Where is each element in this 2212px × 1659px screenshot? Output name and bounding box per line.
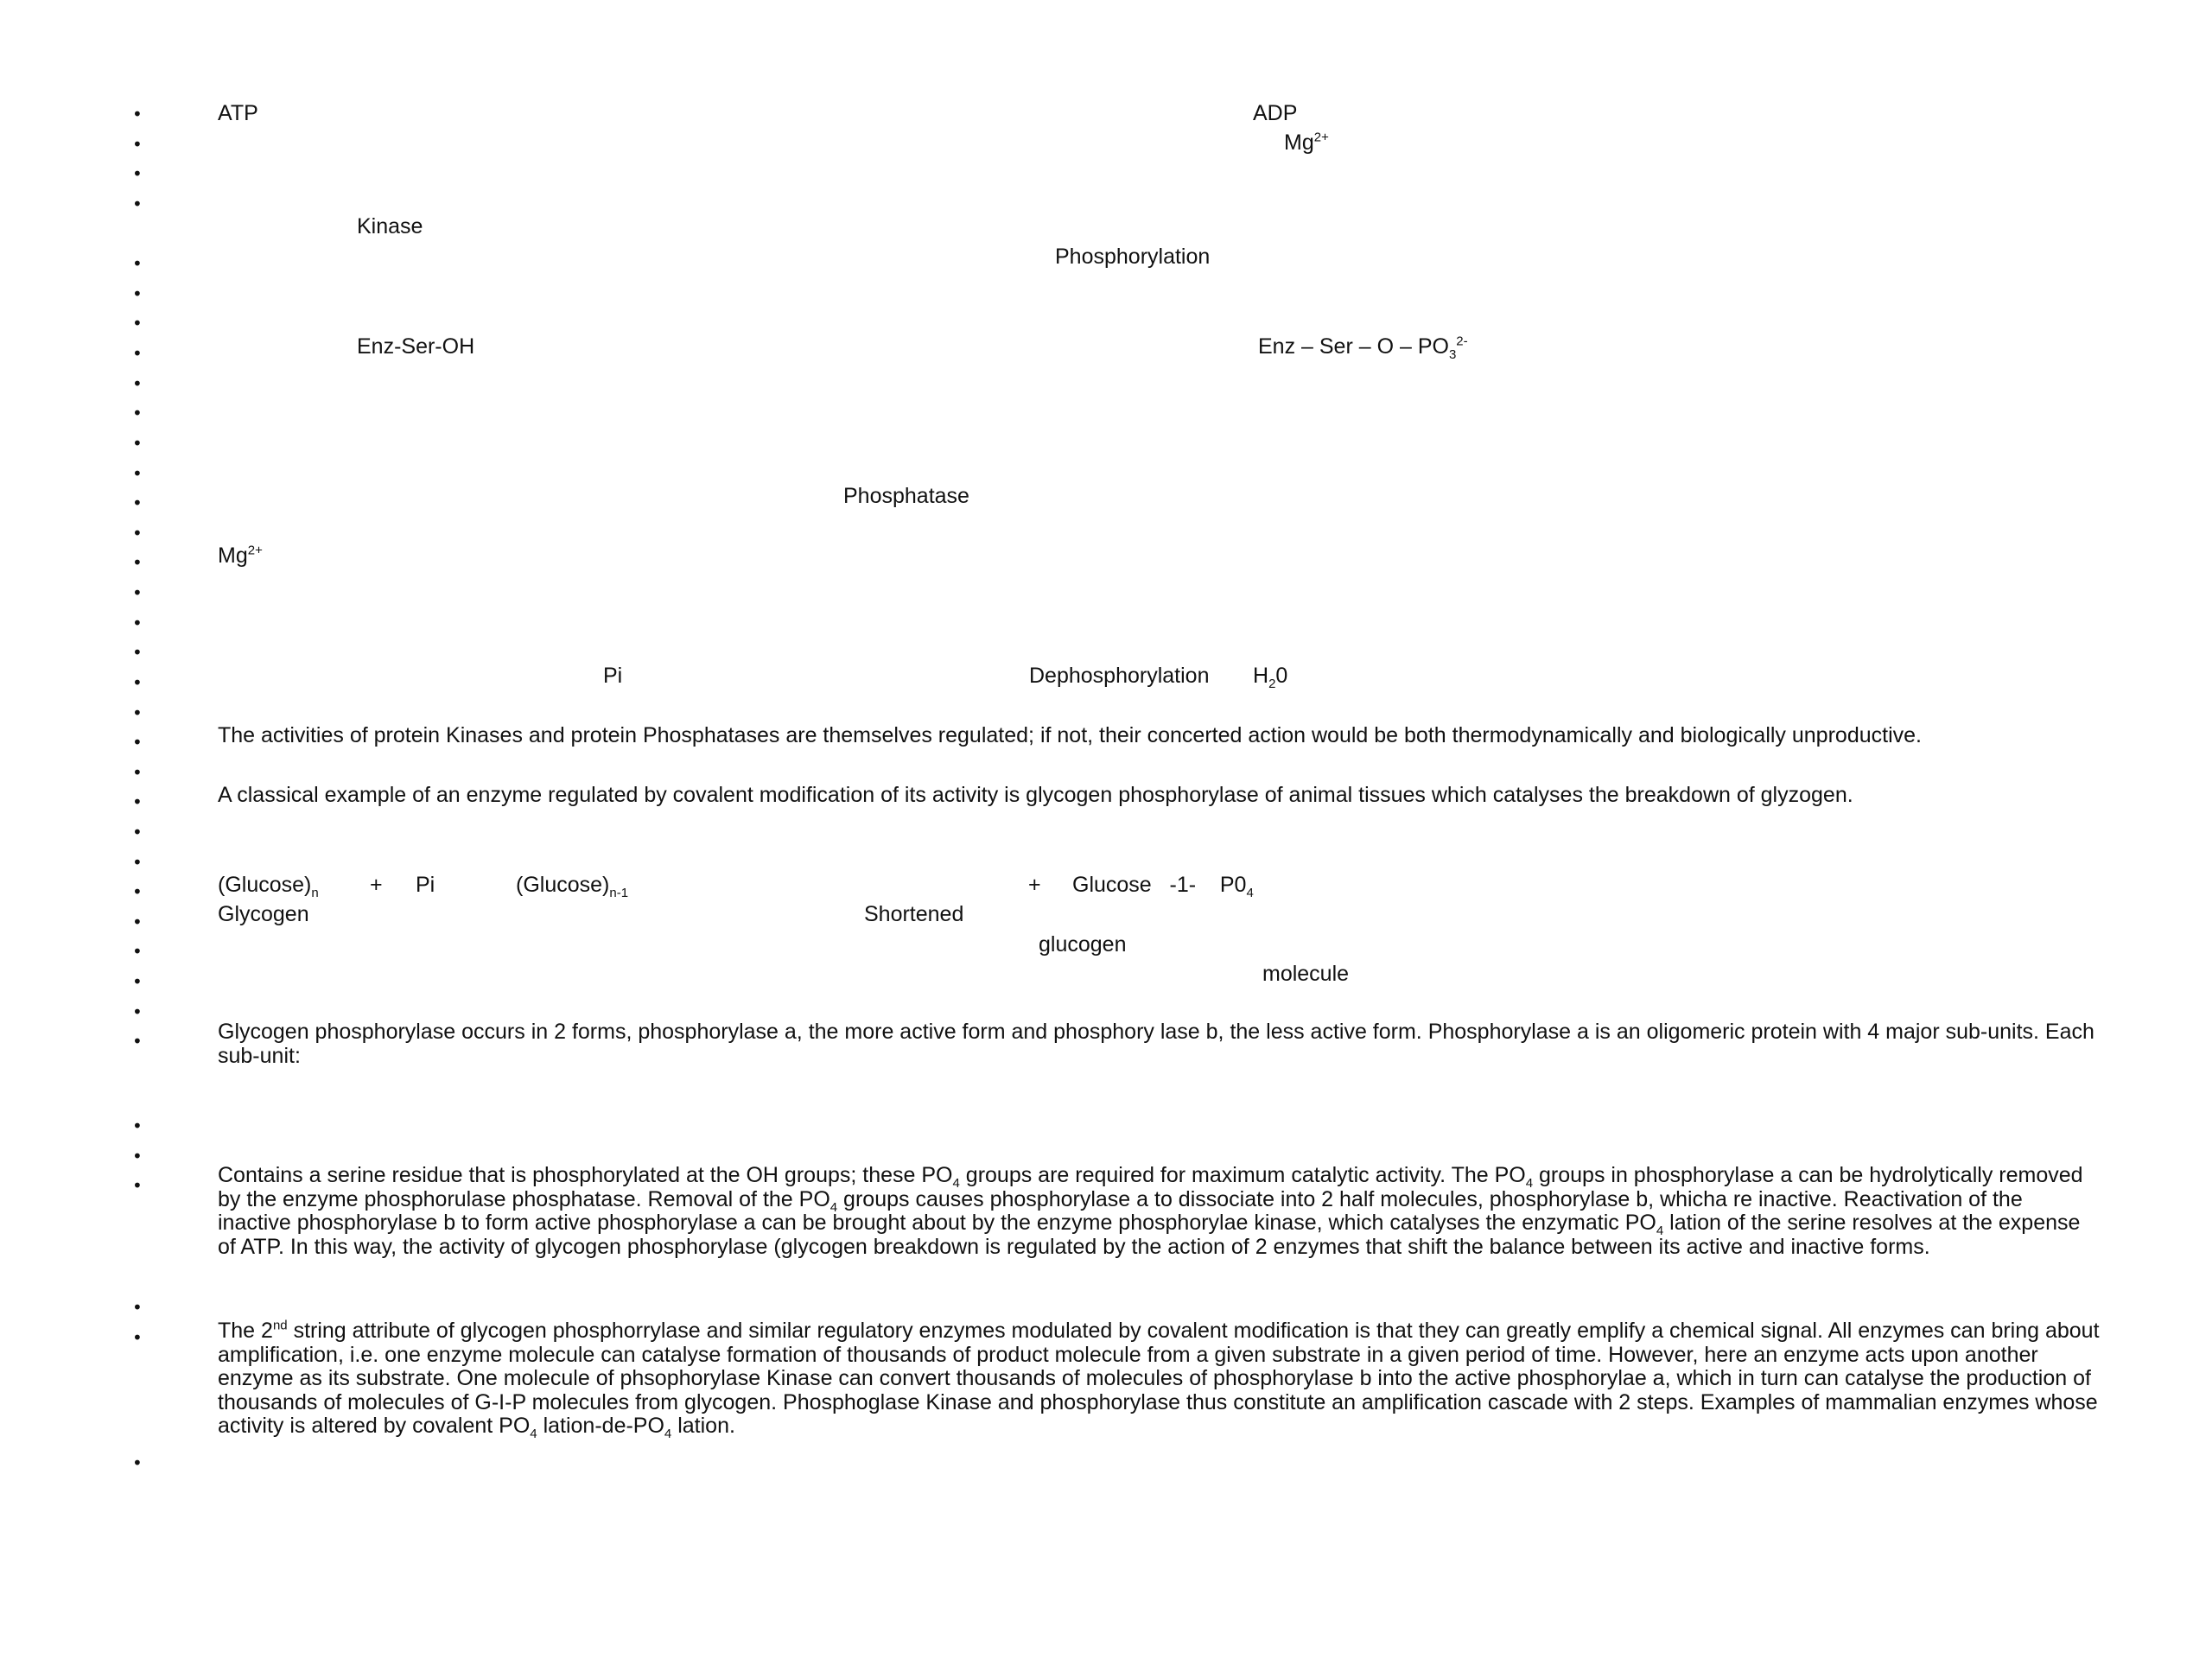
bullet-marker: • [132, 642, 143, 663]
glucogen-label: glucogen [1039, 932, 1127, 957]
bullet-marker: • [132, 1297, 143, 1318]
shortened-label: Shortened [864, 902, 964, 926]
dephosphorylation-label: Dephosphorylation [1029, 664, 1210, 688]
enz-ser-oh-label: Enz-Ser-OH [357, 334, 475, 359]
phosphorylation-label: Phosphorylation [1055, 245, 1211, 269]
bullet-marker: • [132, 672, 143, 693]
glucose-1-phosphate-term: Glucose -1- $P0_4$ [1072, 873, 1254, 900]
bullet-marker: • [132, 732, 143, 753]
paragraph-serine-residue: Contains a serine residue that is phosphorylated at the OH groups; these $PO_4$ groups are required for maximum catalytic activity. The $PO_4$ groups in phosphorylase a can be hydrolytically removed by the enzyme phosphorulase phosphatase. Removal of the $PO_4$ groups causes phosphorylase a to dissociate into 2 half molecules, phosphorylase b, whicha re inactive. Reactivation of the inactive phosphorylase b to form active phosphorylase a can be brought about by the enzyme phosphorylae kinase, which catalyses the enzymatic $PO_4$ lation of the serine resolves at the expense of ATP. In this way, the activity of glycogen phosphorylase (glycogen breakdown is regulated by the action of 2 enzymes that shift the balance between its active and inactive forms. [218, 1163, 2083, 1259]
bullet-marker: • [132, 1031, 143, 1052]
paragraph-phosphorylase-forms: Glycogen phosphorylase occurs in 2 forms, phosphorylase a, the more active form and phosphory lase b, the less active form. Phosphorylase a is an oligomeric protein with 4 major sub-units. Each sub-unit: [218, 1020, 2094, 1068]
paragraph-classical-example: A classical example of an enzyme regulated by covalent modification of its activity is glycogen phosphorylase of animal tissues which catalyses the breakdown of glyzogen. [218, 783, 1853, 807]
bullet-marker: • [132, 134, 143, 155]
bullet-marker: • [132, 582, 143, 603]
bullet-marker: • [132, 1175, 143, 1196]
bullet-marker: • [132, 403, 143, 423]
pi-term: Pi [416, 873, 435, 897]
atp-label: ATP [218, 101, 258, 125]
bullet-marker: • [132, 822, 143, 842]
bullet-marker: • [132, 493, 143, 513]
bullet-marker: • [132, 552, 143, 573]
bullet-marker: • [132, 194, 143, 214]
bullet-marker: • [132, 881, 143, 902]
plus-sign-1: + [370, 873, 383, 897]
bullet-marker: • [132, 912, 143, 932]
bullet-marker: • [132, 1116, 143, 1136]
phosphatase-label: Phosphatase [843, 484, 969, 508]
bullet-marker: • [132, 313, 143, 334]
bullet-marker: • [132, 283, 143, 304]
bullet-marker: • [132, 1452, 143, 1473]
paragraph-regulation: The activities of protein Kinases and protein Phosphatases are themselves regulated; if not, their concerted action would be both thermodynamically and biologically unproductive. [218, 723, 1922, 747]
bullet-marker: • [132, 941, 143, 962]
bullet-marker: • [132, 343, 143, 364]
bullet-marker: • [132, 1146, 143, 1166]
paragraph-amplification: The 2nd string attribute of glycogen phosphorrylase and similar regulatory enzymes modulated by covalent modification is that they can greatly emplify a chemical signal. All enzymes can bring about amplification, i.e. one enzyme molecule can catalyse formation of thousands of product molecule from a given substrate in a given period of time. However, here an enzyme acts upon another enzyme as its substrate. One molecule of phsophorylase Kinase can convert thousands of molecules of phosphorylase b into the active phosphorylae a, which in turn can catalyse the production of thousands of molecules of G-I-P molecules from glycogen. Phosphoglase Kinase and phosphorylase thus constitute an amplification cascade with 2 steps. Examples of mammalian enzymes whose activity is altered by covalent $PO_4$ lation-$de-PO_4$ lation. [218, 1318, 2100, 1442]
bullet-marker: • [132, 433, 143, 454]
bullet-marker: • [132, 253, 143, 274]
molecule-label: molecule [1262, 962, 1350, 986]
bullet-marker: • [132, 1327, 143, 1348]
bullet-marker: • [132, 762, 143, 783]
bullet-marker: • [132, 523, 143, 543]
water-label: $H_20$ [1253, 664, 1288, 691]
bullet-marker: • [132, 791, 143, 812]
glucose-n-term: $(Glucose)_n$ [218, 873, 319, 900]
bullet-marker: • [132, 463, 143, 484]
mg-ion-top: $Mg^{2+}$ [1284, 130, 1329, 155]
plus-sign-2: + [1028, 873, 1041, 897]
adp-label: ADP [1253, 101, 1298, 125]
bullet-marker: • [132, 852, 143, 873]
bullet-marker: • [132, 971, 143, 992]
enz-ser-po3-label: Enz – Ser – O – $PO_3^{2-}$ [1258, 334, 1468, 362]
glycogen-label: Glycogen [218, 902, 309, 926]
kinase-label: Kinase [357, 214, 423, 238]
mg-ion-left: $Mg^{2+}$ [218, 543, 263, 568]
glucose-n1-term: $(Glucose)_{n-1}$ [516, 873, 629, 900]
bullet-marker: • [132, 104, 143, 124]
pi-label: Pi [603, 664, 623, 688]
bullet-marker: • [132, 163, 143, 184]
bullet-marker: • [132, 613, 143, 633]
bullet-marker: • [132, 702, 143, 723]
bullet-marker: • [132, 373, 143, 394]
bullet-marker: • [132, 1001, 143, 1022]
